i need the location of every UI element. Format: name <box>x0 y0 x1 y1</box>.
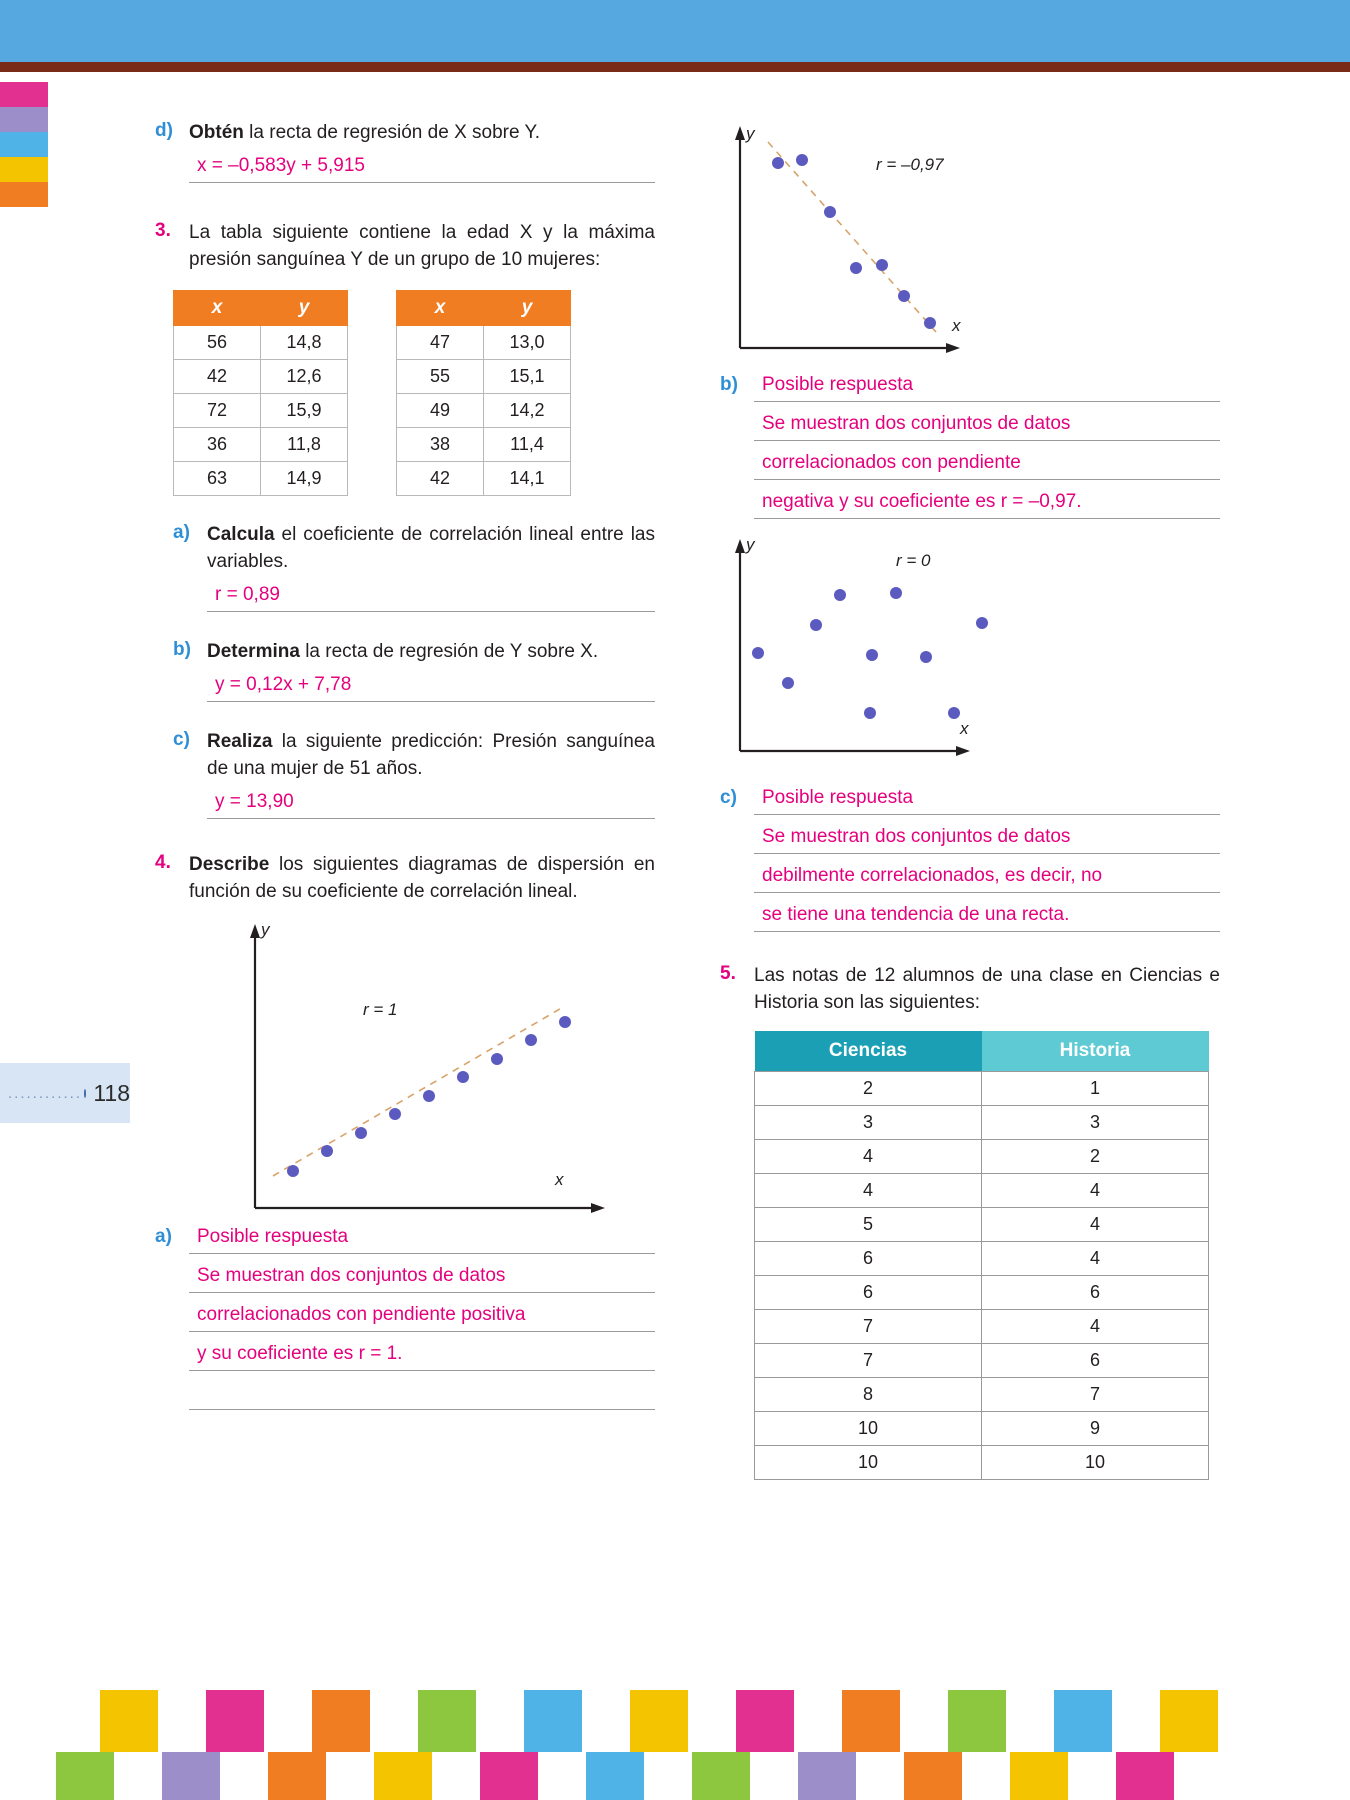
table-row: 3 3 <box>755 1105 1209 1139</box>
item-marker-4c: c) <box>720 787 737 808</box>
page-dots: ............ <box>8 1084 83 1102</box>
answer-3b-block <box>207 672 655 702</box>
answer-4a-block <box>189 1263 655 1410</box>
exercise-2d <box>155 120 655 147</box>
item-text-3: La tabla siguiente contiene la edad X y la máxima presión sanguínea Y de un grupo de 10 mujeres: <box>189 221 655 270</box>
bottom-bottom-row <box>0 1752 1350 1800</box>
table-row: 5 4 <box>755 1207 1209 1241</box>
table-row: 38 11,4 <box>397 427 571 461</box>
scatter-negative-chart <box>720 120 1040 360</box>
th-x-2: x <box>397 290 484 325</box>
item-marker-3: 3. <box>155 219 171 241</box>
table-row: 4 2 <box>755 1139 1209 1173</box>
table-row: 42 12,6 <box>174 359 348 393</box>
th-ciencias: Ciencias <box>755 1031 982 1072</box>
answer-4a-line2[interactable]: Se muestran dos conjuntos de datos <box>189 1263 655 1293</box>
item-marker-3b: b) <box>173 638 191 660</box>
answer-3a[interactable]: r = 0,89 <box>207 582 655 612</box>
th-x-1: x <box>174 290 261 325</box>
bottom-top-row <box>0 1690 1350 1752</box>
answer-4a-line4[interactable]: y su coeficiente es r = 1. <box>189 1341 655 1371</box>
item-bold-d: Obtén <box>189 122 244 143</box>
answer-2d[interactable]: x = –0,583y + 5,915 <box>189 153 655 183</box>
item-marker-3c: c) <box>173 728 190 750</box>
table-row: 8 7 <box>755 1377 1209 1411</box>
table-row: 47 13,0 <box>397 325 571 359</box>
left-column <box>155 120 655 1419</box>
answer-4b-line1[interactable]: Posible respuesta <box>754 372 1220 402</box>
table-row: 42 14,1 <box>397 461 571 495</box>
item-rest-4: los siguientes diagramas de dispersión en función de su coeficiente de correlación lineal. <box>189 853 655 902</box>
scatter-zero-chart <box>720 533 1050 773</box>
answer-4b-block <box>754 411 1220 519</box>
top-banner <box>0 0 1350 62</box>
th-y-1: y <box>261 290 348 325</box>
answer-4b-line3[interactable]: correlacionados con pendiente <box>754 450 1220 480</box>
scatter-zero-svg <box>720 533 1050 773</box>
answer-3c-block <box>207 789 655 819</box>
item-marker-d: d) <box>155 120 173 141</box>
exercise-3 <box>155 220 655 274</box>
item-rest-3b: la recta de regresión de Y sobre X. <box>299 640 599 662</box>
exercise-4 <box>155 852 655 906</box>
answer-4c-block <box>754 824 1220 932</box>
answer-4b-line4[interactable]: negativa y su coeficiente es r = –0,97. <box>754 489 1220 519</box>
table-row: 63 14,9 <box>174 461 348 495</box>
item-text-d <box>189 120 655 147</box>
answer-4c-line2[interactable]: Se muestran dos conjuntos de datos <box>754 824 1220 854</box>
table-header-row <box>755 1031 1209 1072</box>
table-row: 2 1 <box>755 1071 1209 1105</box>
page-bullet-icon <box>84 1089 86 1098</box>
item-text-3a <box>207 522 655 576</box>
item-marker-4a: a) <box>155 1225 172 1247</box>
right-column <box>720 120 1220 1480</box>
table-notas <box>754 1031 1209 1480</box>
item-text-3c <box>207 729 655 783</box>
scatter-negative-ylabel: y <box>746 124 755 143</box>
scatter-positive-chart <box>215 918 635 1218</box>
item-marker-4: 4. <box>155 851 171 873</box>
item-marker-4b: b) <box>720 374 738 395</box>
answer-4a-line1[interactable]: Posible respuesta <box>189 1224 655 1254</box>
table-row: 49 14,2 <box>397 393 571 427</box>
table-row: 7 6 <box>755 1343 1209 1377</box>
item-bold-3a: Calcula <box>207 523 275 545</box>
exercise-4b <box>720 372 1220 411</box>
answer-3b[interactable]: y = 0,12x + 7,78 <box>207 672 655 702</box>
answer-4a-line3[interactable]: correlacionados con pendiente positiva <box>189 1302 655 1332</box>
scatter-positive-xlabel: x <box>555 1169 564 1189</box>
bottom-decoration <box>0 1690 1350 1800</box>
table-row: 10 9 <box>755 1411 1209 1445</box>
item-bold-3b: Determina <box>207 640 300 662</box>
answer-4a-line5[interactable] <box>189 1380 655 1410</box>
table-row: 56 14,8 <box>174 325 348 359</box>
table-row: 55 15,1 <box>397 359 571 393</box>
th-historia: Historia <box>982 1031 1209 1072</box>
item-marker-3a: a) <box>173 521 190 543</box>
item-bold-4: Describe <box>189 853 270 875</box>
answer-4c-line3[interactable]: debilmente correlacionados, es decir, no <box>754 863 1220 893</box>
scatter-zero-xlabel: x <box>960 719 969 738</box>
exercise-4c <box>720 785 1220 824</box>
page-number-tab <box>0 1063 130 1123</box>
answer-2d-block <box>189 153 655 183</box>
table-row: 4 4 <box>755 1173 1209 1207</box>
top-accent-bar <box>0 62 1350 72</box>
item-text-4 <box>189 852 655 906</box>
scatter-zero-annotation: r = 0 <box>896 551 931 570</box>
answer-3c[interactable]: y = 13,90 <box>207 789 655 819</box>
th-y-2: y <box>484 290 571 325</box>
item-rest-3c: la siguiente predicción: Presión sanguínea de una mujer de 51 años. <box>207 730 655 779</box>
item-text-5: Las notas de 12 alumnos de una clase en Ciencias e Historia son las siguientes: <box>754 965 1220 1013</box>
exercise-5 <box>720 963 1220 1017</box>
table-row: 6 6 <box>755 1275 1209 1309</box>
item-text-3b <box>207 639 655 666</box>
scatter-positive-svg <box>215 918 635 1218</box>
page-number: 118 <box>93 1079 130 1106</box>
scatter-positive-ylabel: y <box>261 919 270 939</box>
item-rest-d: la recta de regresión de X sobre Y. <box>243 122 540 143</box>
exercise-4a <box>155 1224 655 1263</box>
answer-4c-line4[interactable]: se tiene una tendencia de una recta. <box>754 902 1220 932</box>
answer-3a-block <box>207 582 655 612</box>
item-bold-3c: Realiza <box>207 730 273 752</box>
answer-4c-line1[interactable]: Posible respuesta <box>754 785 1220 815</box>
answer-4b-line2[interactable]: Se muestran dos conjuntos de datos <box>754 411 1220 441</box>
table-edad-presion-2 <box>396 290 571 496</box>
table-edad-presion-1 <box>173 290 348 496</box>
table-row: 36 11,8 <box>174 427 348 461</box>
scatter-negative-annotation: r = –0,97 <box>876 155 944 174</box>
data-tables-wrapper <box>173 290 655 496</box>
exercise-3a <box>173 522 655 576</box>
scatter-negative-xlabel: x <box>952 316 961 335</box>
exercise-3b <box>173 639 655 666</box>
item-marker-5: 5. <box>720 963 736 984</box>
table-row: 6 4 <box>755 1241 1209 1275</box>
item-rest-3a: el coeficiente de correlación lineal entre las variables. <box>207 523 655 572</box>
table-row: 10 10 <box>755 1445 1209 1479</box>
scatter-zero-ylabel: y <box>746 535 755 554</box>
table-row: 72 15,9 <box>174 393 348 427</box>
side-color-swatches <box>0 82 48 207</box>
scatter-positive-annotation: r = 1 <box>363 999 398 1019</box>
exercise-3c <box>173 729 655 783</box>
table-row: 7 4 <box>755 1309 1209 1343</box>
